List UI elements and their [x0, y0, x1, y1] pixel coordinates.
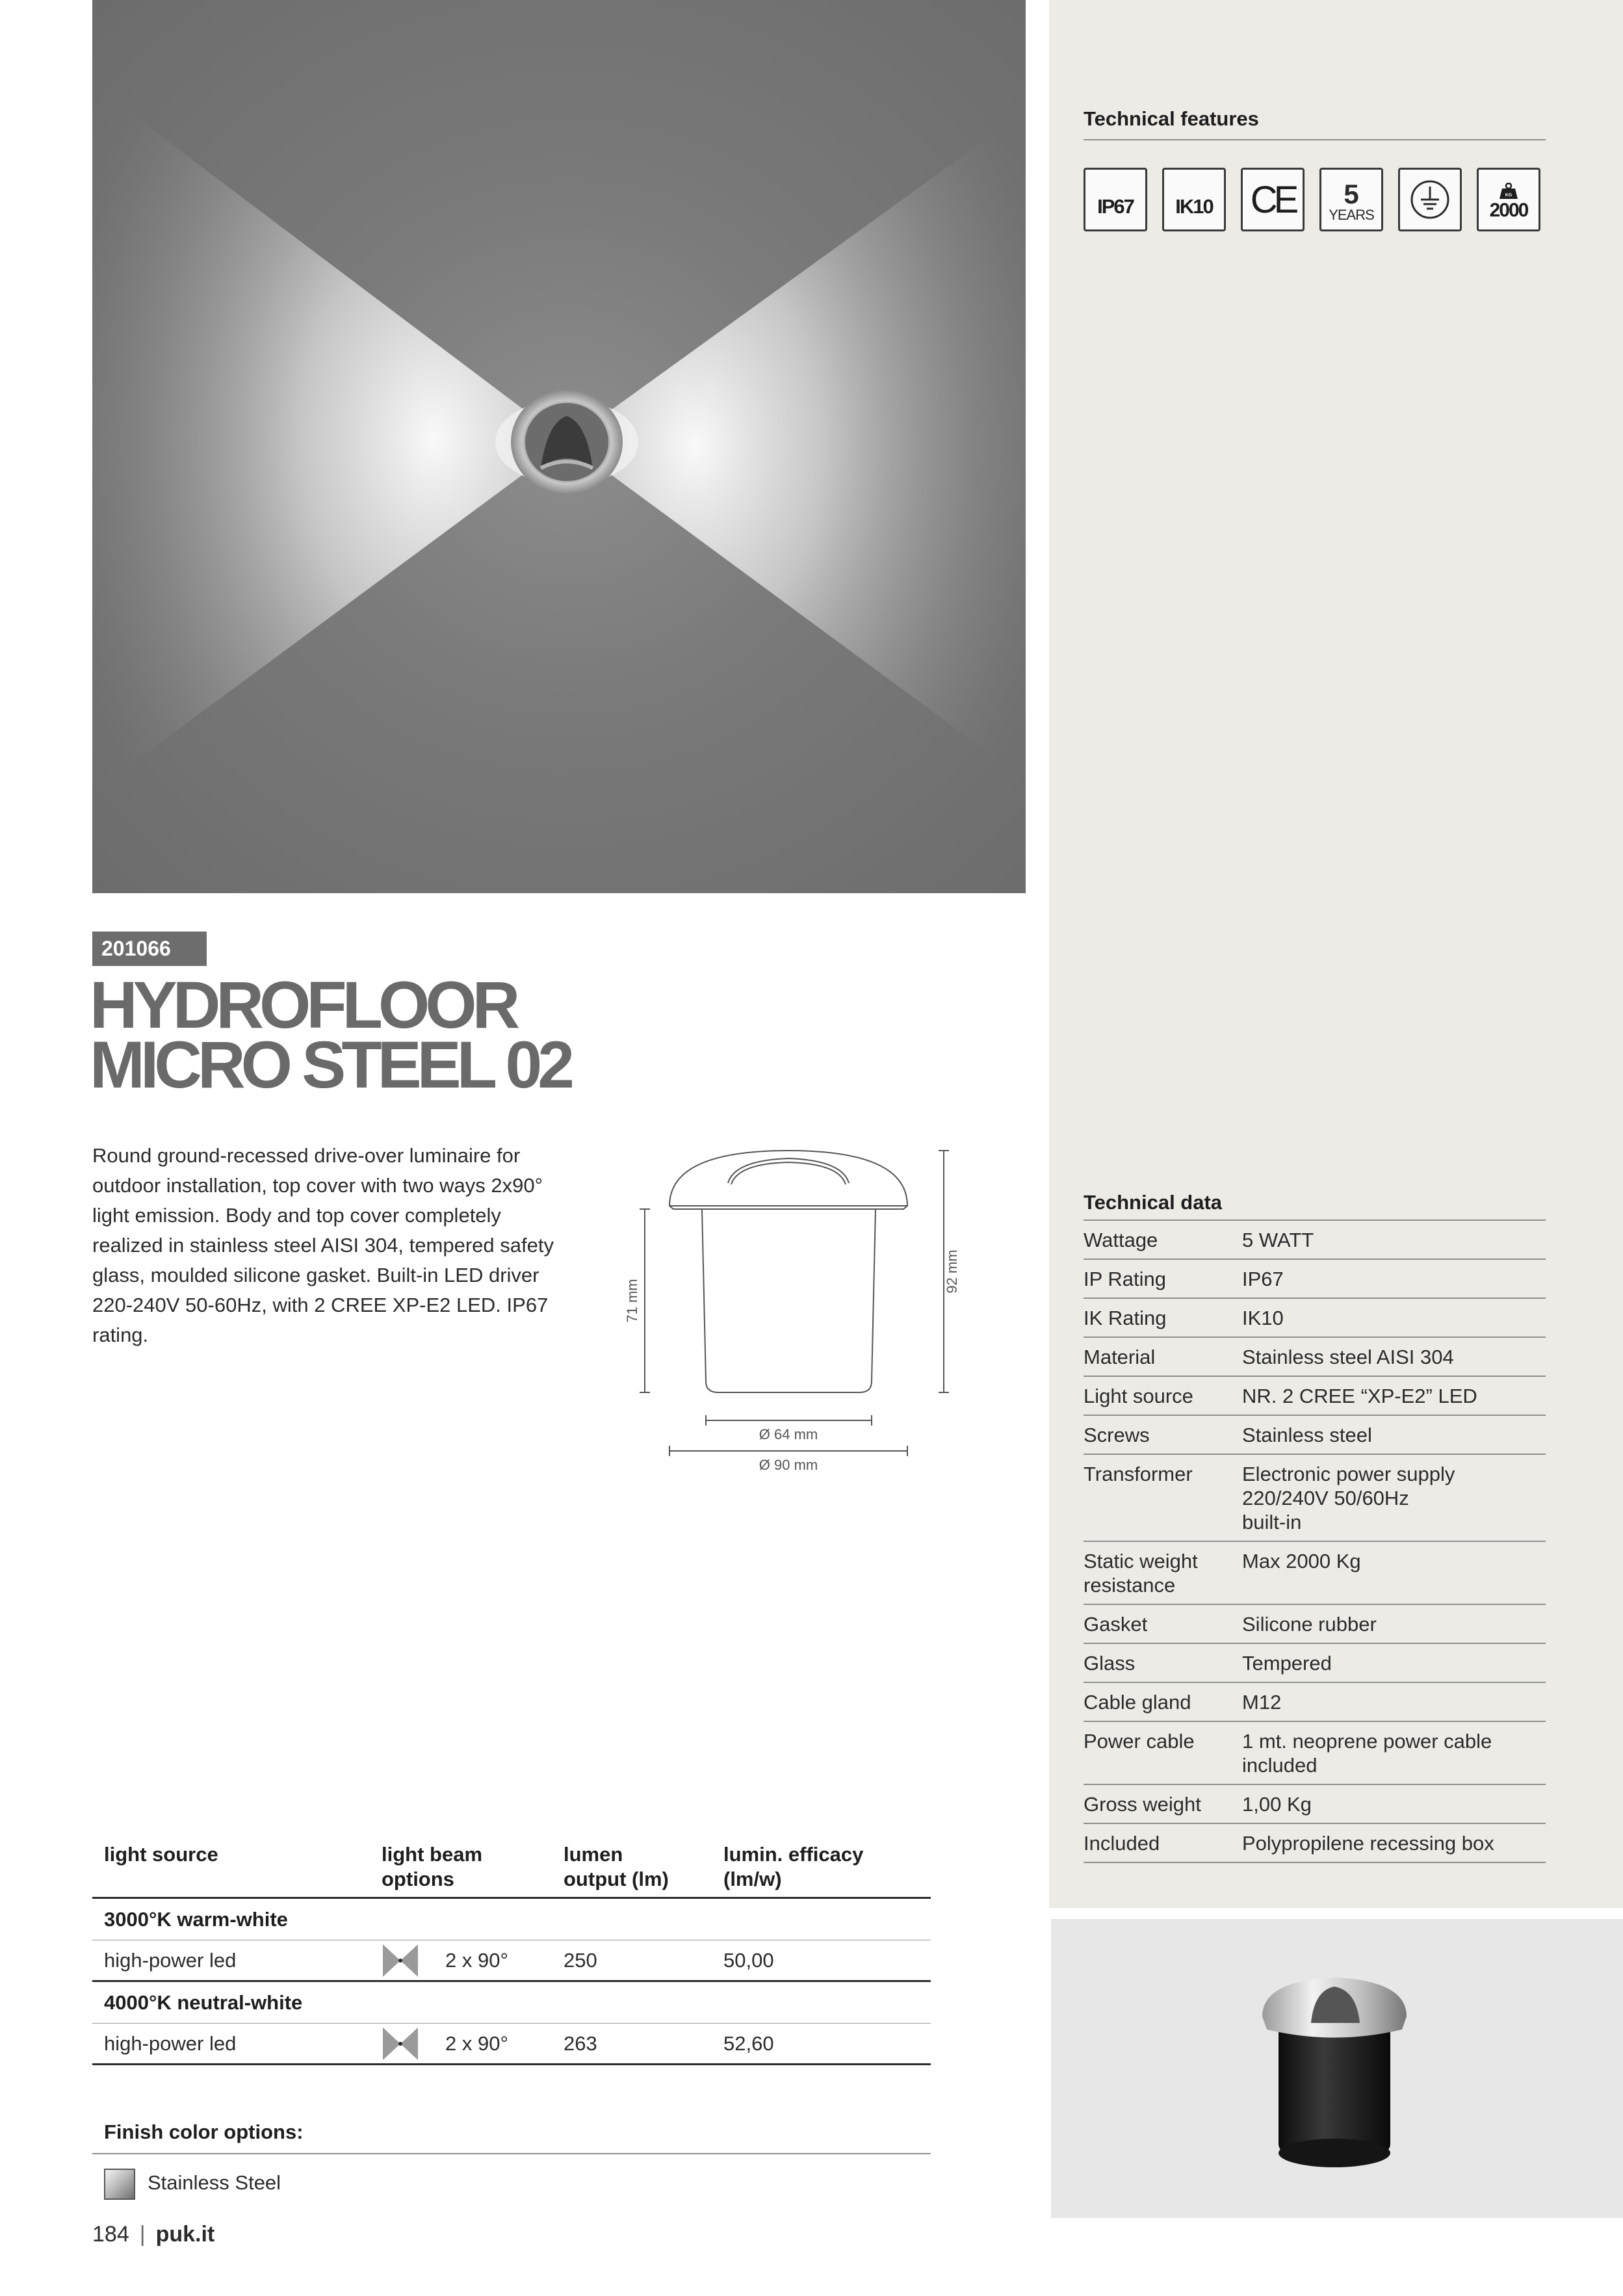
table-row [92, 1940, 931, 1982]
row-key: Glass [1084, 1652, 1136, 1675]
table-row [1084, 1416, 1546, 1455]
header-efficacy-line2: (lm/w) [723, 1868, 782, 1890]
hero-light-illustration [92, 0, 1026, 893]
finish-title: Finish color options: [104, 2120, 304, 2143]
footer-separator: | [139, 2222, 146, 2247]
product-title-line2: MICRO STEEL 02 [90, 1028, 570, 1102]
beam-2x90-icon [382, 1942, 419, 1979]
row-value: Stainless steel [1242, 1424, 1372, 1446]
row-value: 5 WATT [1242, 1229, 1314, 1251]
cell-efficacy: 50,00 [723, 1948, 774, 1972]
cell-source: high-power led [104, 1948, 237, 1972]
row-value: Max 2000 Kg [1242, 1550, 1361, 1572]
site-link[interactable]: puk.it [155, 2222, 215, 2247]
row-key: Gross weight [1084, 1793, 1201, 1816]
technical-drawing [617, 1144, 981, 1498]
header-efficacy-line1: lumin. efficacy [723, 1843, 864, 1866]
dimension-height-body: 71 mm [624, 1279, 640, 1323]
hero-photo [92, 0, 1026, 893]
cell-efficacy: 52,60 [723, 2031, 774, 2055]
table-row [1084, 1299, 1546, 1338]
row-key: Material [1084, 1346, 1156, 1368]
header-light-beam-line1: light beam [382, 1843, 483, 1866]
row-key: Power cable [1084, 1730, 1195, 1753]
product-title-line1: HYDROFLOOR [90, 968, 516, 1042]
stainless-steel-swatch [104, 2169, 135, 2200]
table-row [1084, 1260, 1546, 1299]
ce-mark-icon: CE [1250, 178, 1295, 221]
ground-icon [1409, 179, 1451, 220]
row-key: Wattage [1084, 1229, 1158, 1251]
header-efficacy [723, 1842, 931, 1892]
table-row [1084, 1542, 1546, 1605]
cell-lumen: 263 [564, 2031, 597, 2055]
row-value: Silicone rubber [1242, 1613, 1377, 1636]
row-value: IK10 [1242, 1307, 1284, 1329]
ip-badge-label: IP67 [1097, 195, 1134, 218]
ik-badge-label: IK10 [1175, 195, 1213, 218]
row-key: Cable gland [1084, 1691, 1191, 1714]
row-key: Static weight resistance [1084, 1550, 1198, 1597]
warranty-badge [1319, 168, 1383, 231]
light-source-table [92, 1834, 931, 2065]
table-row [1084, 1722, 1546, 1785]
table-row [1084, 1785, 1546, 1824]
row-value: NR. 2 CREE “XP-E2” LED [1242, 1385, 1477, 1407]
ip67-badge [1084, 168, 1147, 231]
row-key: Light source [1084, 1385, 1193, 1407]
technical-data-table [1084, 1184, 1546, 1863]
row-value: Electronic power supply 220/240V 50/60Hz built-in [1242, 1463, 1455, 1533]
header-light-beam [382, 1842, 564, 1892]
table-row [1084, 1644, 1546, 1683]
dimension-height-total: 92 mm [944, 1249, 960, 1294]
cell-beam-value: 2 x 90° [445, 1948, 508, 1972]
product-photo [1051, 1919, 1623, 2218]
row-value: 1 mt. neoprene power cable included [1242, 1730, 1492, 1777]
row-value: M12 [1242, 1691, 1282, 1714]
dimension-diameter-total: Ø 90 mm [759, 1457, 818, 1473]
row-key: IP Rating [1084, 1268, 1166, 1290]
row-value: 1,00 Kg [1242, 1793, 1312, 1816]
row-key: Gasket [1084, 1613, 1148, 1636]
dimension-diameter-body: Ø 64 mm [759, 1426, 818, 1442]
table-row [1084, 1455, 1546, 1542]
technical-data-title: Technical data [1084, 1184, 1546, 1221]
weight-value-label: 2000 [1489, 200, 1528, 221]
table-row [1084, 1377, 1546, 1416]
product-code: 201066 [92, 932, 207, 966]
table-row [1084, 1338, 1546, 1377]
cell-lumen: 250 [564, 1948, 597, 1972]
ik10-badge [1162, 168, 1226, 231]
row-key: IK Rating [1084, 1307, 1167, 1329]
row-value: Stainless steel AISI 304 [1242, 1346, 1454, 1368]
table-header [92, 1834, 931, 1899]
table-row [1084, 1605, 1546, 1644]
cell-source: high-power led [104, 2031, 237, 2055]
divider [1084, 139, 1546, 140]
page-footer [92, 2222, 214, 2247]
row-key: Transformer [1084, 1463, 1193, 1485]
dimension-drawing [617, 1144, 981, 1495]
table-row [1084, 1683, 1546, 1722]
cell-beam [382, 2025, 564, 2063]
beam-2x90-icon [382, 2025, 419, 2063]
header-light-source: light source [104, 1843, 218, 1866]
warranty-years-number: 5 [1344, 179, 1359, 209]
technical-features-title: Technical features [1084, 107, 1259, 130]
group-heading: 3000°K warm-white [92, 1899, 931, 1940]
static-load-badge [1477, 168, 1540, 231]
cell-beam-value: 2 x 90° [445, 2031, 508, 2055]
row-value: Polypropilene recessing box [1242, 1832, 1494, 1855]
product-description: Round ground-recessed drive-over luminaire for outdoor installation, top cover with two ways 2x90° light emission. Body and top cover completely realized in stainless steel AISI 304, tempered safety glass, moulded silicone gasket. Built-in LED driver 220-240V 50-60Hz, with 2 CREE XP-E2 LED. IP67 rating. [92, 1144, 554, 1346]
luminaire-product-illustration [1051, 1919, 1623, 2218]
table-row [92, 2024, 931, 2065]
weight-unit-label: KG [1505, 193, 1513, 198]
table-row [1084, 1824, 1546, 1863]
divider [92, 2153, 931, 2154]
header-lumen-line1: lumen [564, 1843, 623, 1866]
row-value: Tempered [1242, 1652, 1332, 1675]
header-lumen-line2: output (lm) [564, 1868, 669, 1890]
feature-badges [1084, 168, 1540, 231]
header-light-beam-line2: options [382, 1868, 454, 1890]
finish-option-label: Stainless Steel [148, 2171, 281, 2194]
group-heading: 4000°K neutral-white [92, 1982, 931, 2024]
row-key: Included [1084, 1832, 1160, 1855]
page-number: 184 [92, 2222, 129, 2247]
header-lumen [564, 1842, 723, 1892]
row-value: IP67 [1242, 1268, 1284, 1290]
warranty-years-label: YEARS [1329, 207, 1374, 223]
product-title [90, 968, 570, 1102]
ground-badge [1398, 168, 1462, 231]
weight-icon [1499, 183, 1518, 200]
cell-beam [382, 1942, 564, 1979]
table-row [1084, 1221, 1546, 1260]
ce-badge [1241, 168, 1305, 231]
row-key: Screws [1084, 1424, 1150, 1446]
